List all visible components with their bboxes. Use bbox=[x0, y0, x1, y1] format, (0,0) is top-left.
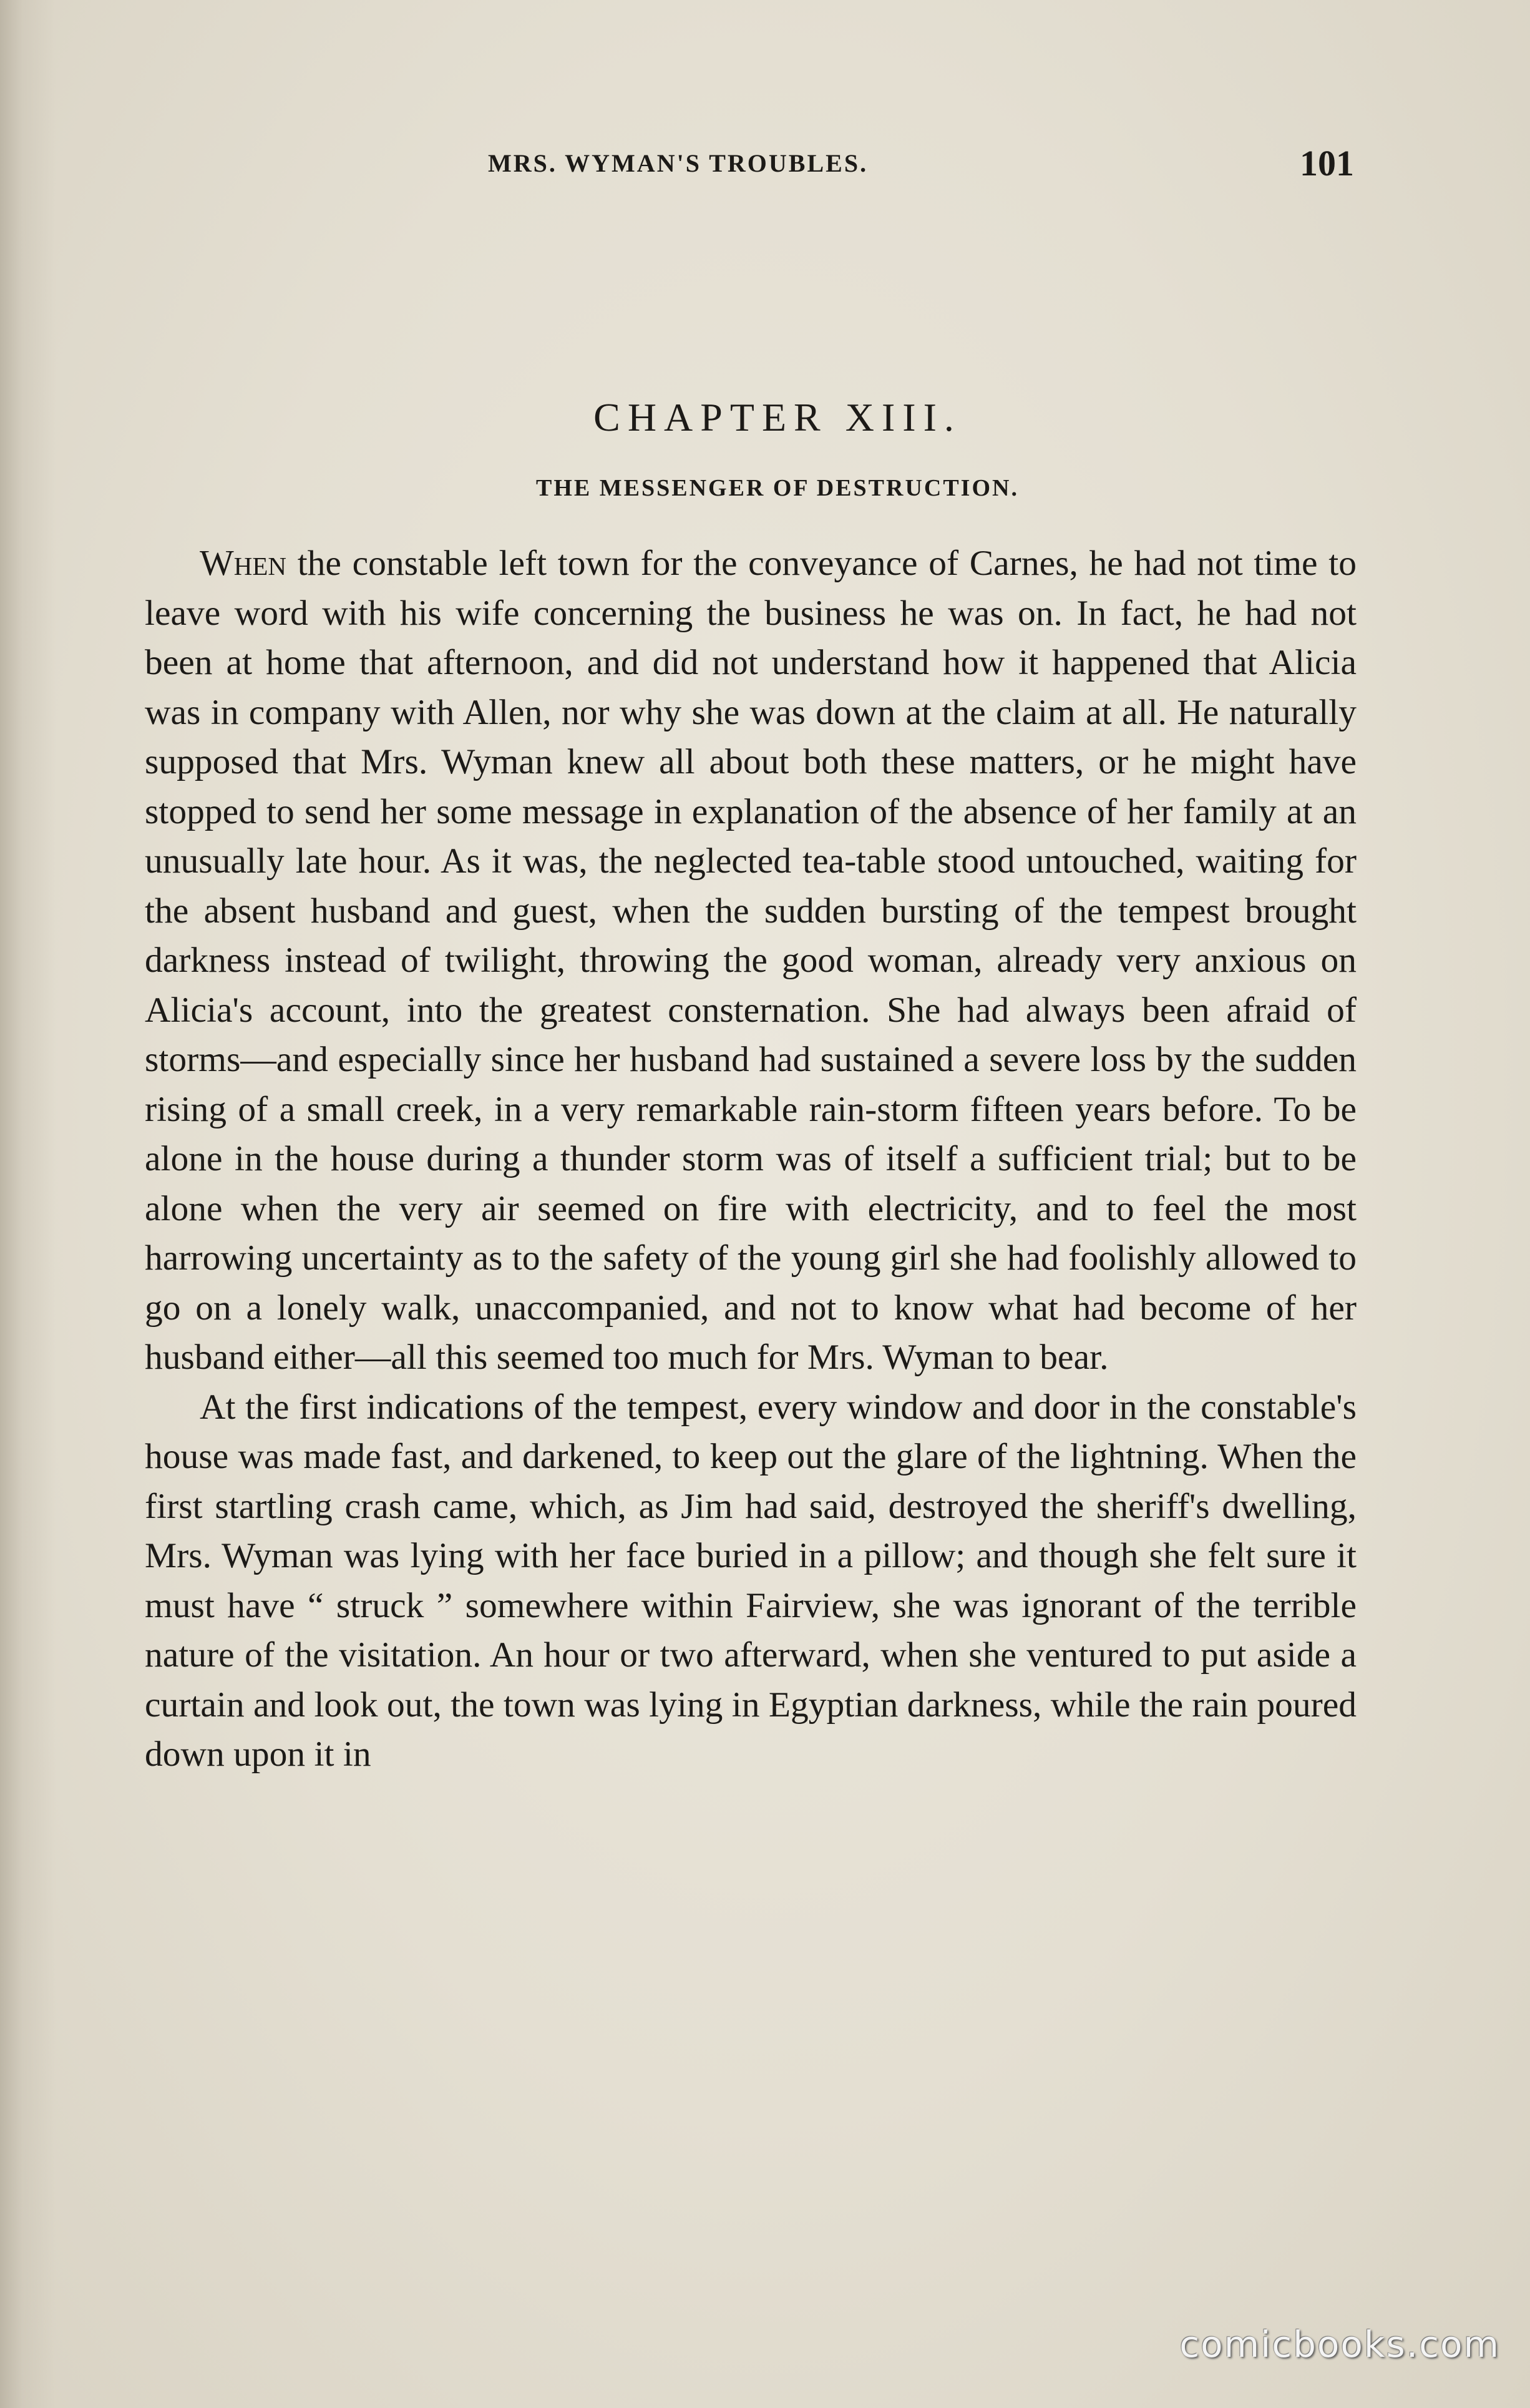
chapter-subtitle: THE MESSENGER OF DESTRUCTION. bbox=[536, 475, 1019, 501]
running-head bbox=[144, 142, 1354, 192]
page-edge-shadow bbox=[0, 0, 56, 2408]
page-number: 101 bbox=[1300, 143, 1354, 184]
body-text bbox=[145, 538, 1357, 1779]
running-title: MRS. WYMAN'S TROUBLES. bbox=[488, 149, 869, 177]
opening-word: When bbox=[200, 542, 287, 583]
paragraph-text: the constable left town for the conveyance of Carnes, he had not time to leave word with his wife concerning the business he was on. In fact, he had not been at home that afternoon, and did not understand how it happened that Alicia was in company with Allen, nor why she was down at the claim at all. He naturally supposed that Mrs. Wyman knew all about both these matters, or he might have stopped to send her some message in explanation of the absence of her family at an unusually late hour. As it was, the neglected tea-table stood untouched, waiting for the absent husband and guest, when the sudden bursting of the tempest brought darkness instead of twilight, throwing the good woman, already very anxious on Alicia's account, into the greatest consternation. She had always been afraid of storms—and especially since her husband had sustained a severe loss by the sudden rising of a small creek, in a very remarkable rain-storm fifteen years before. To be alone in the house during a thunder storm was of itself a sufficient trial; but to be alone when the very air seemed on fire with electricity, and to feel the most harrowing uncertainty as to the safety of the young girl she had foolishly allowed to go on a lonely walk, unaccompanied, and not to know what had become of her husband either—all this seemed too much for Mrs. Wyman to bear. bbox=[145, 544, 1357, 1377]
paragraph-text: At the first indications of the tempest, every window and door in the constable's house was made fast, and darkened, to keep out the glare of the lightning. When the first startling crash came, which, as Jim had said, destroyed the sheriff's dwelling, Mrs. Wyman was lying with her face buried in a pillow; and though she felt sure it must have “ struck ” somewhere within Fairview, she was ignorant of the terrible nature of the visitation. An hour or two afterward, when she ventured to put aside a curtain and look out, the town was lying in Egyptian darkness, while the rain poured down upon it in bbox=[145, 1387, 1357, 1774]
paragraph bbox=[145, 1383, 1357, 1779]
paragraph bbox=[145, 538, 1357, 1383]
watermark: comicbooks.com bbox=[1179, 2323, 1500, 2366]
chapter-title: CHAPTER XIII. bbox=[593, 395, 962, 439]
